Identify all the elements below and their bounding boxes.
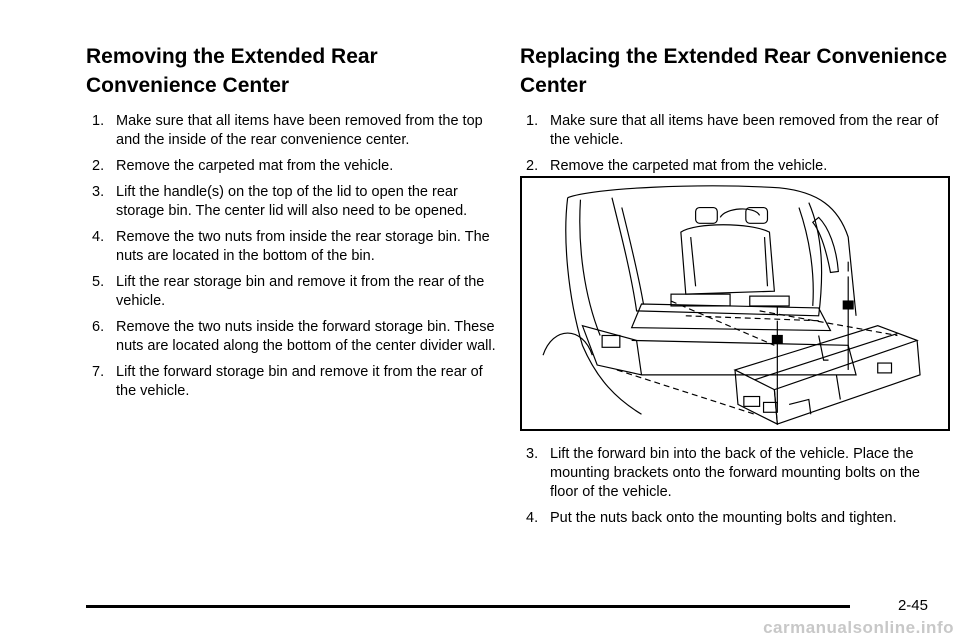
list-item: 3. Lift the handle(s) on the top of the lid to open the rear storage bin. The center lid will also need to be opened. <box>92 184 468 219</box>
page-number: 2-45 <box>897 597 928 614</box>
list-item: 6. Remove the two nuts inside the forward storage bin. These nuts are located along the bottom of the center divider wall. <box>92 319 496 354</box>
section-title-replacing: Replacing the Extended Rear Convenience Center <box>520 45 948 97</box>
left-column <box>86 42 496 408</box>
removing-steps-list <box>86 112 496 401</box>
list-item: 1. Make sure that all items have been removed from the top and the inside of the rear convenience center. <box>92 113 483 148</box>
footer-rule <box>86 605 850 608</box>
list-item: 7. Lift the forward storage bin and remove it from the rear of the vehicle. <box>92 364 483 399</box>
list-item: 2. Remove the carpeted mat from the vehicle. <box>92 158 394 174</box>
list-item: 1. Make sure that all items have been removed from the rear of the vehicle. <box>526 113 939 148</box>
illustration-drawing <box>522 178 948 429</box>
watermark: carmanualsonline.info <box>763 618 954 637</box>
section-title-removing: Removing the Extended Rear Convenience Center <box>86 45 378 97</box>
list-item: 5. Lift the rear storage bin and remove it from the rear of the vehicle. <box>92 274 485 309</box>
replacing-steps-list <box>520 112 950 176</box>
list-item: 2. Remove the carpeted mat from the vehicle. <box>526 158 828 174</box>
right-column <box>520 42 950 183</box>
list-item: 4. Put the nuts back onto the mounting bolts and tighten. <box>526 510 897 526</box>
replacing-steps-continued <box>520 445 950 535</box>
list-item: 3. Lift the forward bin into the back of the vehicle. Place the mounting brackets onto the forward mounting bolts on the floor of the vehicle. <box>526 446 920 500</box>
vehicle-rear-illustration <box>520 176 950 431</box>
list-item: 4. Remove the two nuts from inside the rear storage bin. The nuts are located in the bottom of the bin. <box>92 229 490 264</box>
replacing-steps-list-continued <box>520 445 950 528</box>
